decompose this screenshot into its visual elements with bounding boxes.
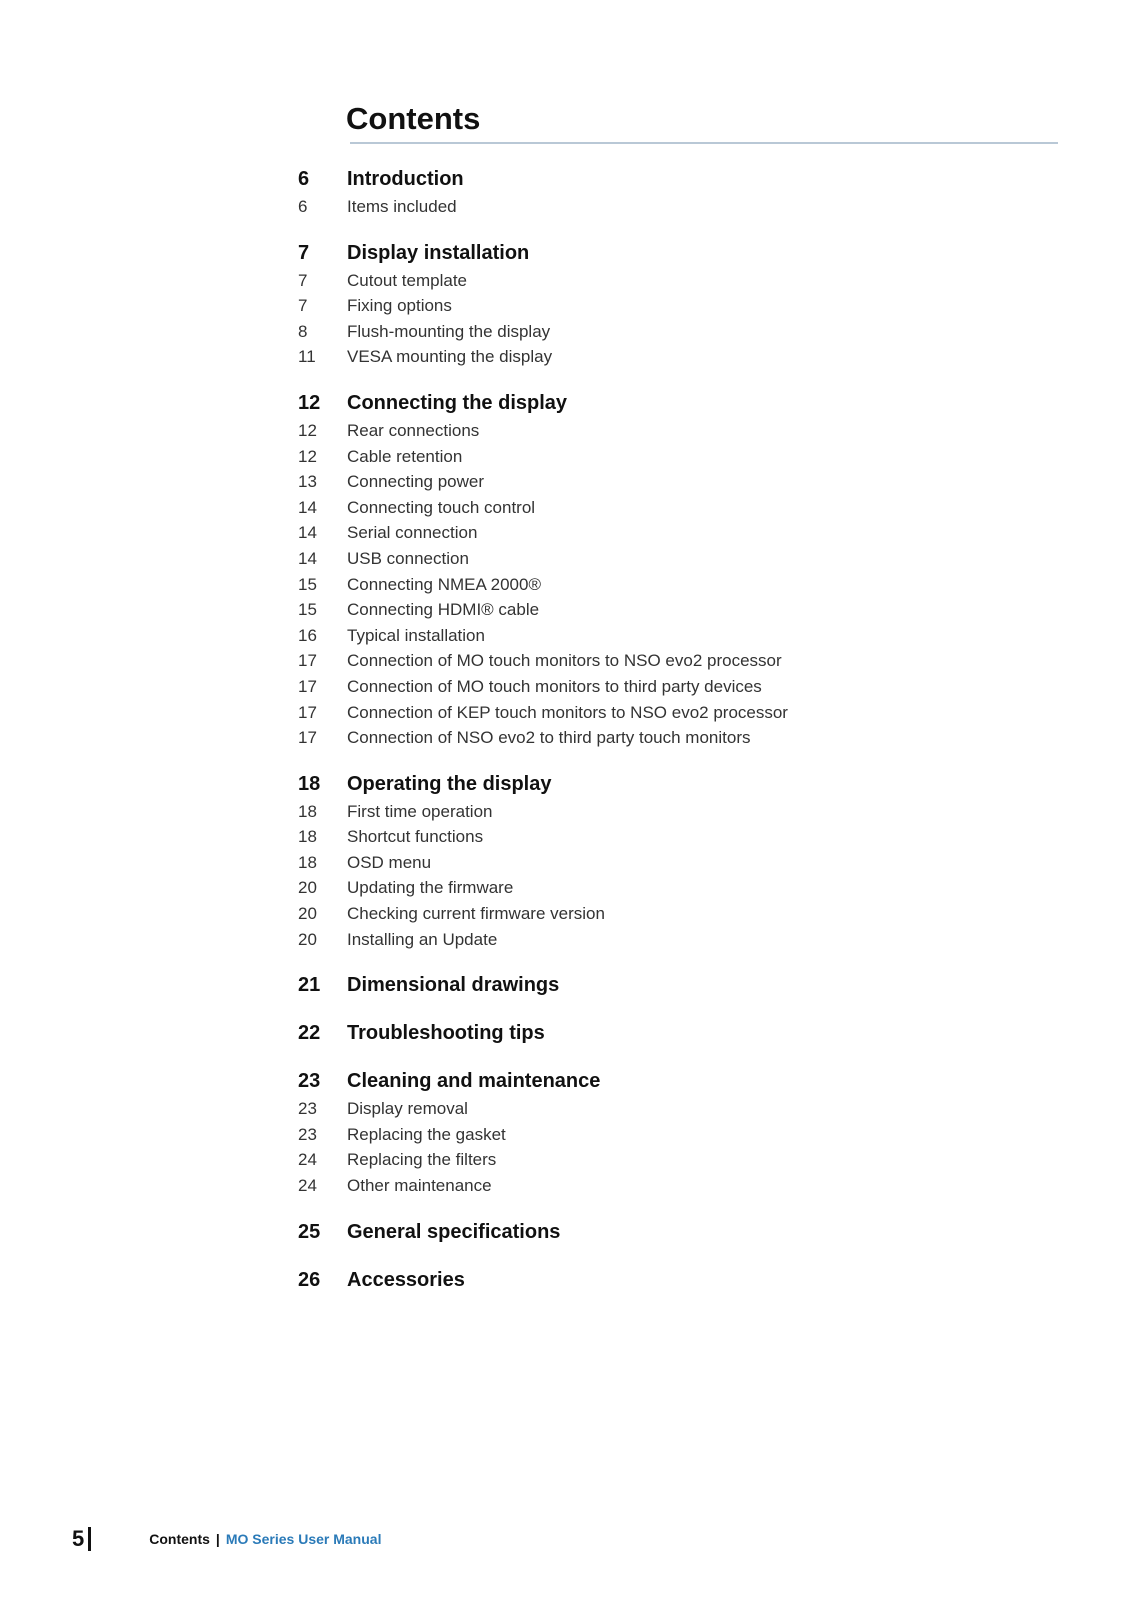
toc-entry-link[interactable]	[298, 802, 1058, 828]
page-title: Contents	[346, 101, 481, 136]
toc-entry-link[interactable]	[298, 1176, 1058, 1202]
entry-title: Other maintenance	[347, 1176, 492, 1196]
toc-entry-link[interactable]	[298, 421, 1058, 447]
toc-entry-link[interactable]	[298, 322, 1058, 348]
toc-section	[298, 773, 1058, 956]
page-number: 5	[72, 1526, 85, 1551]
entry-title: First time operation	[347, 801, 493, 821]
toc-entry-link[interactable]	[298, 651, 1058, 677]
chapter-title: Operating the display	[347, 772, 552, 795]
toc-entry-link[interactable]	[298, 1099, 1058, 1125]
toc-entry-link[interactable]	[298, 271, 1058, 297]
chapter-title: Accessories	[347, 1268, 465, 1291]
entry-title: Display removal	[347, 1099, 468, 1119]
entry-page-number: 20	[298, 878, 317, 898]
chapter-title: Troubleshooting tips	[347, 1022, 545, 1045]
toc-entry-link[interactable]	[298, 549, 1058, 575]
entry-title: VESA mounting the display	[347, 347, 553, 367]
toc-entry-link[interactable]	[298, 904, 1058, 930]
toc-entry-link[interactable]	[298, 1150, 1058, 1176]
toc-section	[298, 1022, 1058, 1051]
toc-section	[298, 242, 1058, 373]
chapter-page-number: 18	[298, 772, 321, 795]
entry-title: Checking current firmware version	[347, 904, 605, 924]
entry-title: USB connection	[347, 548, 469, 568]
toc-chapter-link[interactable]	[298, 1070, 1058, 1099]
entry-title: Typical installation	[347, 625, 485, 645]
toc-entry-link[interactable]	[298, 728, 1058, 754]
entry-title: Connecting NMEA 2000®	[347, 574, 541, 594]
entry-page-number: 18	[298, 827, 317, 847]
toc-entry-link[interactable]	[298, 677, 1058, 703]
entry-title: Shortcut functions	[347, 827, 484, 847]
entry-page-number: 14	[298, 548, 317, 568]
entry-page-number: 23	[298, 1099, 317, 1119]
chapter-title: Introduction	[347, 168, 464, 190]
toc-section	[298, 974, 1058, 1003]
toc-chapter-link[interactable]	[298, 773, 1058, 802]
entry-page-number: 24	[298, 1150, 317, 1170]
footer-document-title: MO Series User Manual	[225, 1531, 382, 1547]
page-footer	[72, 1524, 381, 1554]
chapter-page-number: 6	[298, 168, 310, 190]
entry-page-number: 7	[298, 270, 308, 290]
entry-page-number: 13	[298, 472, 317, 492]
chapter-page-number: 25	[298, 1220, 321, 1243]
entry-page-number: 6	[298, 197, 308, 216]
chapter-title: Cleaning and maintenance	[347, 1070, 601, 1093]
entry-title: Connection of NSO evo2 to third party touch monitors	[347, 728, 751, 748]
toc-chapter-link[interactable]	[298, 1269, 1058, 1298]
toc-chapter-link[interactable]	[298, 974, 1058, 1003]
toc-entry-link[interactable]	[298, 600, 1058, 626]
entry-title: Replacing the filters	[347, 1150, 497, 1170]
chapter-title: General specifications	[347, 1220, 561, 1243]
footer-separator: |	[215, 1531, 220, 1547]
entry-page-number: 7	[298, 296, 308, 316]
entry-title: Cutout template	[347, 270, 468, 290]
entry-title: Updating the firmware	[347, 878, 514, 898]
entry-page-number: 16	[298, 625, 317, 645]
toc-entry-link[interactable]	[298, 447, 1058, 473]
toc-entry-link[interactable]	[298, 853, 1058, 879]
entry-title: Connection of KEP touch monitors to NSO evo2 processor	[347, 702, 788, 722]
entry-page-number: 18	[298, 852, 317, 872]
entry-page-number: 17	[298, 651, 317, 671]
toc-section	[298, 168, 1058, 223]
entry-page-number: 18	[298, 801, 317, 821]
entry-page-number: 17	[298, 702, 317, 722]
entry-page-number: 14	[298, 497, 317, 517]
toc-entry-link[interactable]	[298, 930, 1058, 956]
toc-entry-link[interactable]	[298, 498, 1058, 524]
table-of-contents	[298, 168, 1058, 1317]
entry-page-number: 17	[298, 728, 317, 748]
entry-title: Connection of MO touch monitors to third party devices	[347, 676, 762, 696]
toc-entry-link[interactable]	[298, 347, 1058, 373]
toc-entry-link[interactable]	[298, 626, 1058, 652]
entry-page-number: 14	[298, 523, 317, 543]
toc-section	[298, 1070, 1058, 1201]
entry-title: Fixing options	[347, 296, 452, 316]
entry-title: Connecting HDMI® cable	[347, 600, 540, 620]
chapter-page-number: 22	[298, 1022, 321, 1045]
toc-entry-link[interactable]	[298, 296, 1058, 322]
entry-page-number: 12	[298, 420, 317, 440]
toc-chapter-link[interactable]	[298, 242, 1058, 271]
entry-title: OSD menu	[347, 852, 432, 872]
toc-chapter-link[interactable]	[298, 1221, 1058, 1250]
entry-title: Connecting touch control	[347, 497, 536, 517]
toc-section	[298, 1269, 1058, 1298]
toc-section	[298, 392, 1058, 754]
entry-page-number: 12	[298, 446, 317, 466]
toc-entry-link[interactable]	[298, 878, 1058, 904]
toc-entry-link[interactable]	[298, 472, 1058, 498]
entry-title: Installing an Update	[347, 929, 498, 949]
footer-divider-bar	[88, 1527, 91, 1551]
entry-page-number: 15	[298, 574, 317, 594]
entry-title: Replacing the gasket	[347, 1124, 506, 1144]
chapter-page-number: 12	[298, 391, 321, 414]
chapter-page-number: 23	[298, 1070, 321, 1093]
entry-title: Rear connections	[347, 420, 480, 440]
toc-chapter-link[interactable]	[298, 168, 1058, 197]
toc-entry-link[interactable]	[298, 703, 1058, 729]
toc-entry-link[interactable]	[298, 197, 1058, 223]
chapter-title: Dimensional drawings	[347, 974, 560, 997]
chapter-page-number: 21	[298, 974, 321, 997]
toc-section	[298, 1221, 1058, 1250]
title-divider	[350, 142, 1058, 144]
entry-title: Connection of MO touch monitors to NSO evo2 processor	[347, 651, 782, 671]
entry-title: Serial connection	[347, 523, 478, 543]
toc-entry-link[interactable]	[298, 1125, 1058, 1151]
entry-page-number: 24	[298, 1176, 317, 1196]
toc-chapter-link[interactable]	[298, 392, 1058, 421]
entry-title: Connecting power	[347, 472, 485, 492]
toc-chapter-link[interactable]	[298, 1022, 1058, 1051]
chapter-title: Connecting the display	[347, 391, 568, 414]
toc-entry-link[interactable]	[298, 575, 1058, 601]
chapter-page-number: 26	[298, 1268, 321, 1291]
chapter-page-number: 7	[298, 241, 310, 264]
entry-page-number: 23	[298, 1124, 317, 1144]
entry-page-number: 17	[298, 676, 317, 696]
entry-page-number: 11	[298, 347, 316, 367]
toc-entry-link[interactable]	[298, 523, 1058, 549]
entry-page-number: 8	[298, 321, 308, 341]
entry-title: Items included	[347, 197, 457, 216]
entry-title: Flush-mounting the display	[347, 321, 551, 341]
footer-section-name: Contents	[149, 1531, 210, 1547]
entry-title: Cable retention	[347, 446, 463, 466]
entry-page-number: 15	[298, 600, 317, 620]
toc-entry-link[interactable]	[298, 827, 1058, 853]
entry-page-number: 20	[298, 929, 317, 949]
entry-page-number: 20	[298, 904, 317, 924]
chapter-title: Display installation	[347, 241, 530, 264]
